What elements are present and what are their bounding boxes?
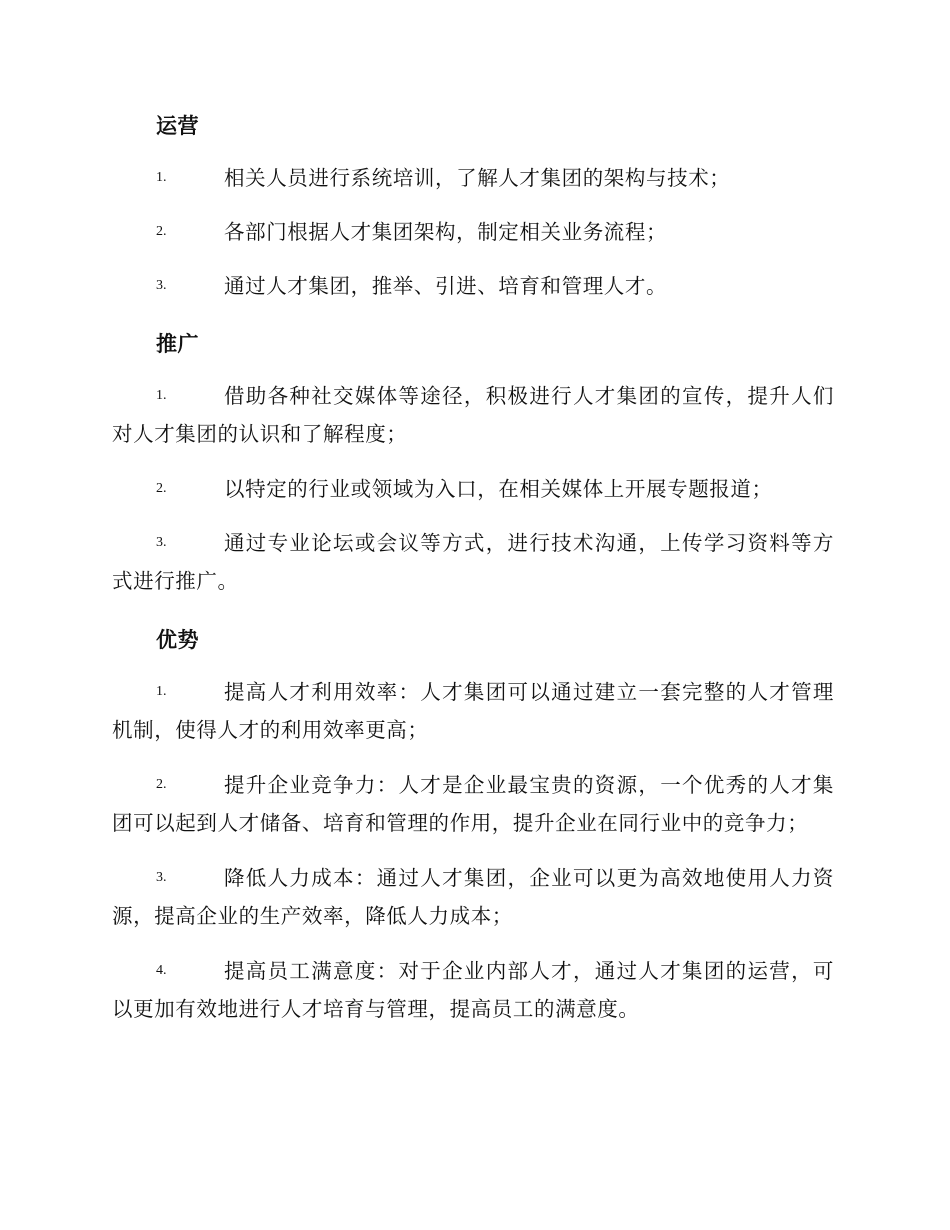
section-operations: [112, 103, 834, 305]
list-item: [112, 766, 834, 842]
list-number: 3.: [156, 535, 167, 550]
list-item: [112, 213, 834, 251]
list-item: [112, 859, 834, 935]
list-number: 1.: [156, 684, 167, 699]
section-advantages: [112, 617, 834, 1028]
list-item: [112, 159, 834, 197]
list-text: 通过人才集团，推举、引进、培育和管理人才。: [224, 274, 668, 298]
document-content: [112, 103, 834, 1045]
list-item: [112, 377, 834, 453]
list-item: [112, 952, 834, 1028]
section-promotion: [112, 321, 834, 600]
list-item: [112, 673, 834, 749]
list-number: 3.: [156, 278, 167, 293]
list-text: 以特定的行业或领域为入口，在相关媒体上开展专题报道；: [224, 477, 773, 501]
list-text: 通过专业论坛或会议等方式，进行技术沟通，上传学习资料等方式进行推广。: [112, 531, 834, 593]
list-number: 1.: [156, 170, 167, 185]
list-number: 4.: [156, 963, 167, 978]
list-number: 3.: [156, 870, 167, 885]
list-item: [112, 267, 834, 305]
list-text: 相关人员进行系统培训，了解人才集团的架构与技术；: [224, 166, 731, 190]
list-number: 1.: [156, 388, 167, 403]
list-number: 2.: [156, 224, 167, 239]
section-heading: 优势: [156, 628, 199, 652]
list-text: 降低人力成本：通过人才集团，企业可以更为高效地使用人力资源，提高企业的生产效率，降低人力成本；: [112, 866, 834, 928]
list-text: 提高员工满意度：对于企业内部人才，通过人才集团的运营，可以更加有效地进行人才培育与管理，提高员工的满意度。: [112, 959, 834, 1021]
list-text: 借助各种社交媒体等途径，积极进行人才集团的宣传，提升人们对人才集团的认识和了解程度；: [112, 384, 834, 446]
list-number: 2.: [156, 777, 167, 792]
list-text: 提升企业竞争力：人才是企业最宝贵的资源，一个优秀的人才集团可以起到人才储备、培育和管理的作用，提升企业在同行业中的竞争力；: [112, 773, 834, 835]
list-text: 各部门根据人才集团架构，制定相关业务流程；: [224, 220, 668, 244]
section-heading: 运营: [156, 114, 199, 138]
list-item: [112, 524, 834, 600]
list-item: [112, 470, 834, 508]
section-heading: 推广: [156, 332, 199, 356]
list-text: 提高人才利用效率：人才集团可以通过建立一套完整的人才管理机制，使得人才的利用效率更高；: [112, 680, 834, 742]
list-number: 2.: [156, 481, 167, 496]
